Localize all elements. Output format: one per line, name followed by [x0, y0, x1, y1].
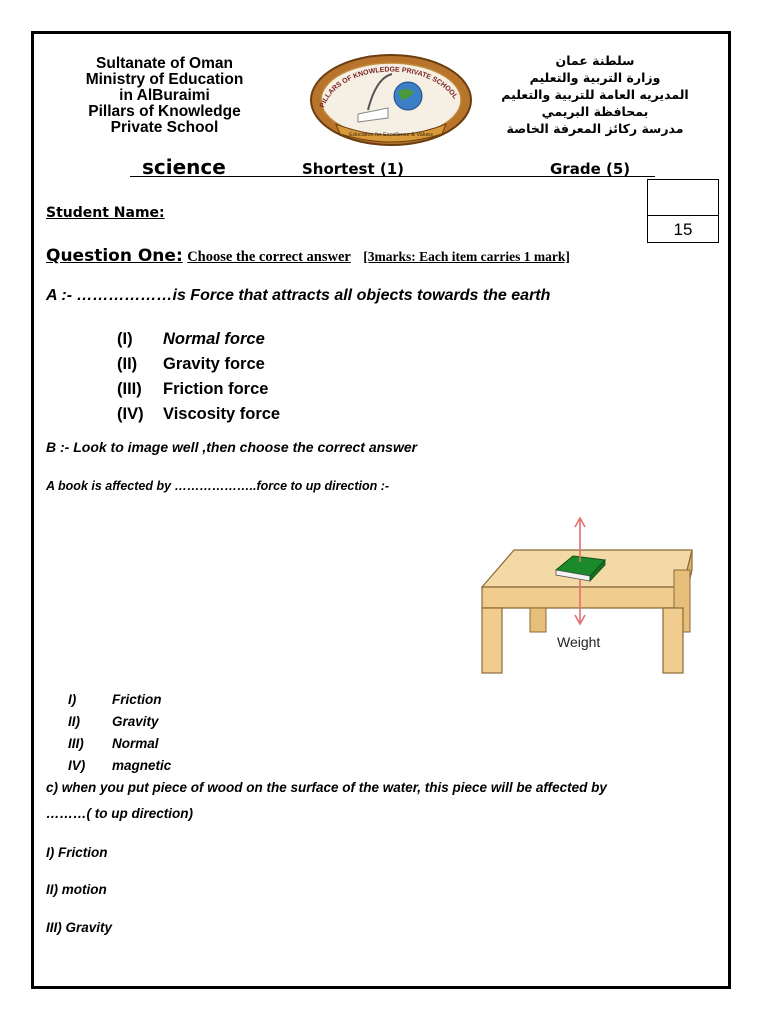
header-arabic [480, 52, 710, 137]
question-one-instruction: Choose the correct answer [187, 249, 351, 265]
exam-name: Shortest (1) [302, 160, 404, 178]
part-c-option: III) Gravity [46, 920, 113, 935]
option-text: Friction [112, 692, 162, 707]
question-one-heading [46, 246, 570, 266]
score-divider [648, 215, 718, 216]
table-book-illustration [478, 510, 698, 675]
option-text: Gravity [112, 714, 159, 729]
part-b-option [68, 714, 159, 729]
school-logo [296, 50, 486, 146]
question-one-title: Question One: [46, 246, 183, 266]
part-b-prompt: B :- Look to image well ,then choose the correct answer [46, 439, 418, 455]
part-b-option [68, 758, 171, 773]
option-text: Gravity force [163, 355, 265, 373]
header-english-line: Ministry of Education [85, 71, 244, 88]
part-c-option: II) motion [46, 882, 107, 897]
part-a-option [117, 355, 265, 374]
part-b-question: A book is affected by ………………..force to up direction :- [46, 479, 390, 493]
header-english-line: Sultanate of Oman [96, 55, 233, 72]
option-text: Viscosity force [163, 405, 281, 423]
logo-ribbon-text: Education for Excellence & Values [349, 132, 433, 138]
part-c-option: I) Friction [46, 845, 108, 860]
part-a-option [117, 380, 268, 399]
option-number: (III) [117, 380, 142, 398]
header-english-line: Pillars of Knowledge [88, 103, 241, 120]
weight-label: Weight [557, 634, 601, 650]
grade-label: Grade (5) [550, 160, 631, 178]
part-a-prompt: A :- ………………is Force that attracts all objects towards the earth [46, 287, 551, 304]
option-number: I) [68, 692, 77, 707]
score-box [647, 179, 719, 243]
header-english [52, 56, 277, 136]
score-total: 15 [673, 220, 693, 239]
option-number: (IV) [117, 405, 144, 423]
option-number: IV) [68, 758, 86, 773]
option-text: Normal force [163, 330, 265, 348]
logo-arc-text: PILLARS OF KNOWLEDGE PRIVATE SCHOOL [319, 66, 459, 109]
option-number: (I) [117, 330, 133, 348]
header-arabic-line: بمحافظة البريمي [541, 104, 649, 119]
part-b-option [68, 692, 162, 707]
student-name-label: Student Name: [46, 205, 165, 221]
part-b-option [68, 736, 159, 751]
option-text: Normal [112, 736, 159, 751]
subject-name: science [142, 155, 226, 179]
header-english-line: in AlBuraimi [119, 87, 210, 104]
part-c-prompt-line2: ………( to up direction) [46, 806, 193, 821]
part-a-option [117, 405, 280, 424]
option-number: II) [68, 714, 80, 729]
option-text: magnetic [112, 758, 172, 773]
option-number: III) [68, 736, 84, 751]
option-number: (II) [117, 355, 138, 373]
option-text: Friction force [163, 380, 269, 398]
question-one-marks: [3marks: Each item carries 1 mark] [363, 249, 570, 264]
header-arabic-line: مدرسة ركائز المعرفة الخاصة [506, 121, 684, 136]
header-arabic-line: المديريه العامة للتربية والتعليم [501, 87, 689, 102]
subject-underline [130, 176, 655, 177]
part-c-prompt-line1: c) when you put piece of wood on the surface of the water, this piece will be affected by [46, 780, 607, 795]
part-a-option [117, 330, 265, 349]
header-english-line: Private School [110, 119, 219, 136]
header-arabic-line: وزارة التربية والتعليم [529, 70, 661, 85]
header-arabic-line: سلطنة عمان [555, 53, 635, 68]
